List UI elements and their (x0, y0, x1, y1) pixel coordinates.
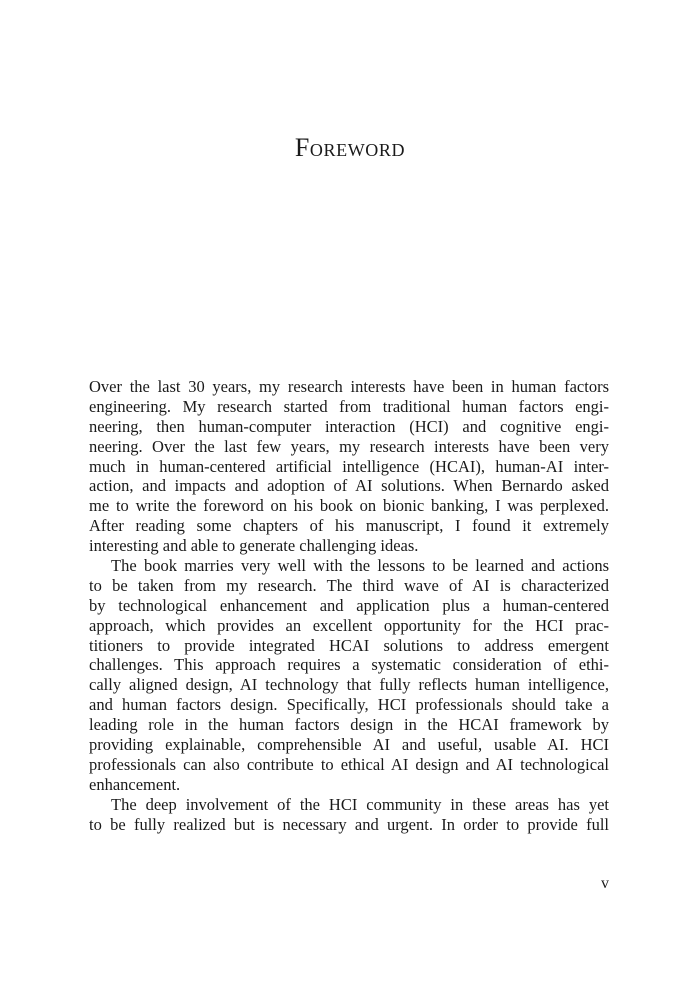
text-line: to be taken from my research. The third wave of AI is characterized (89, 575, 609, 595)
text-line: action, and impacts and adoption of AI solutions. When Bernardo asked (89, 476, 609, 496)
text-line: much in human-centered artificial intelligence (HCAI), human-AI inter- (89, 456, 609, 476)
text-line: challenges. This approach requires a systematic consideration of ethi- (89, 655, 609, 675)
text-line: titioners to provide integrated HCAI solutions to address emergent (89, 635, 609, 655)
text-line: The deep involvement of the HCI community in these areas has yet (111, 794, 609, 814)
text-line: by technological enhancement and application plus a human-centered (89, 595, 609, 615)
text-line: professionals can also contribute to ethical AI design and AI technological (89, 754, 609, 774)
body-text (89, 377, 609, 834)
paragraph-1 (89, 377, 609, 556)
paragraph-2 (89, 556, 609, 795)
text-line: providing explainable, comprehensible AI and useful, usable AI. HCI (89, 735, 609, 755)
text-line: approach, which provides an excellent opportunity for the HCI prac- (89, 615, 609, 635)
text-line: After reading some chapters of his manuscript, I found it extremely (89, 516, 609, 536)
text-line: me to write the foreword on his book on bionic banking, I was perplexed. (89, 496, 609, 516)
text-line: leading role in the human factors design in the HCAI framework by (89, 715, 609, 735)
text-line: engineering. My research started from traditional human factors engi- (89, 396, 609, 416)
text-line: and human factors design. Specifically, HCI professionals should take a (89, 695, 609, 715)
chapter-title: Foreword (294, 133, 406, 162)
text-line: enhancement. (89, 774, 181, 794)
text-line: neering. Over the last few years, my research interests have been very (89, 436, 609, 456)
text-line: neering, then human-computer interaction (HCI) and cognitive engi- (89, 416, 609, 436)
page-number: v (601, 875, 609, 892)
text-line: interesting and able to generate challenging ideas. (89, 536, 419, 556)
text-line: Over the last 30 years, my research interests have been in human factors (89, 377, 609, 396)
paragraph-3 (89, 795, 609, 835)
text-line: cally aligned design, AI technology that fully reflects human intelligence, (89, 675, 609, 695)
text-line: The book marries very well with the lessons to be learned and actions (111, 556, 609, 576)
text-line: to be fully realized but is necessary and urgent. In order to provide full (89, 814, 609, 834)
